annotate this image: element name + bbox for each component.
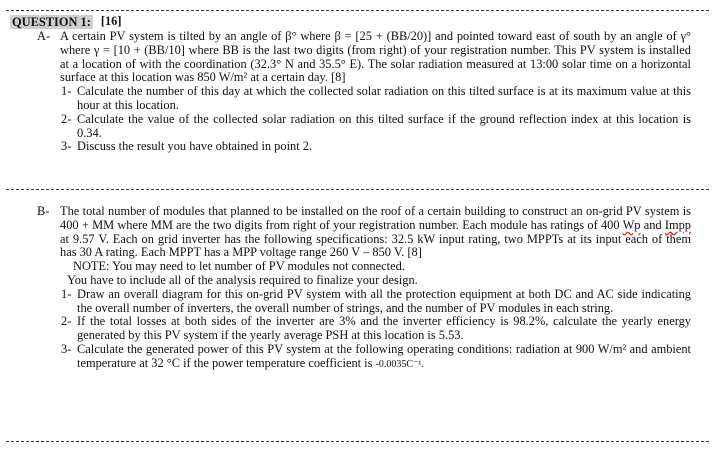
wp-unit: Wp [622,217,641,232]
part-a-tag: A- [37,29,51,43]
item-text: Discuss the result you have obtained in point 2. [77,139,313,154]
item-number: 2- [61,314,72,329]
part-b-paragraph [0,205,719,260]
question-label: QUESTION 1: [12,15,91,29]
part-b-text-3: at 9.57 V. Each on grid inverter has the following specifications: 32.5 kW input rating, two MPPTs at its input each of them has 30 A rating. Each MPPT has a MPP voltage range 260 V – 850 V. [8] [60,231,691,260]
part-b-tag: B- [37,204,50,218]
part-a-item-2 [0,113,719,141]
part-b-include: You have to include all of the analysis required to finalize your design. [67,272,418,287]
part-a-item-3 [0,140,719,154]
part-b [0,205,719,372]
item-number: 1- [61,286,72,301]
temperature-coefficient: -0.0035C⁻¹. [375,358,424,370]
question-marks: [16] [100,14,122,29]
item-text: If the total losses at both sides of the inverter are 3% and the inverter efficiency is 98.2%, calculate the yearly energy generated by this PV system if the yearly average PSH at this location is 5.53. [77,314,691,343]
part-b-item-1 [0,288,719,316]
part-b-text-2: and [640,217,665,232]
item-text: Calculate the number of this day at which the collected solar radiation on this tilted surface is at its maximum value at this hour at this location. [77,84,691,112]
part-a [0,30,719,154]
top-dashed-divider [6,10,709,11]
part-a-paragraph [0,30,719,85]
item-number: 3- [61,341,72,356]
part-b-text-1: The total number of modules that planned to be installed on the roof of a certain building to construct an on-grid PV system is 400 + MM where MM are the two digits from right of your registration number. Each module has ratings of 400 [60,204,691,232]
item-text: Calculate the generated power of this PV system at the following operating conditions: radiation at 900 W/m² and ambient temperature at 32 °C if the power temperature coefficient is [77,341,691,370]
item-number: 2- [61,111,72,126]
item-number: 3- [61,139,72,154]
item-text: Calculate the value of the collected solar radiation on this tilted surface if the ground reflection index at this location is 0.34. [77,111,691,140]
part-a-item-1 [0,85,719,113]
part-a-text: A certain PV system is tilted by an angle of β° where β = [25 + (BB/20)] and pointed toward east of south by an angle of γ° where γ = [10 + (BB/10] where BB is the last two digits (from right) of your registration number. This PV system is installed at a location of with the coordination (32.3° N and 35.5° E). The solar radiation measured at 13:00 solar time on a horizontal surface at this location was 850 W/m² at a certain day. [8] [60,29,691,85]
item-text: Draw an overall diagram for this on-grid PV system with all the protection equipment at both DC and AC side indicating the overall number of inverters, the overall number of strings, and the number of PV modules in each string. [77,286,691,315]
part-b-item-2 [0,315,719,343]
impp-term: Impp [664,217,691,232]
middle-dashed-divider [6,189,709,190]
part-b-item-3 [0,343,719,372]
question-header [10,15,122,29]
part-b-note: NOTE: You may need to let number of PV modules not connected. [73,259,405,274]
item-number: 1- [61,84,72,99]
bottom-dashed-divider [6,441,709,442]
